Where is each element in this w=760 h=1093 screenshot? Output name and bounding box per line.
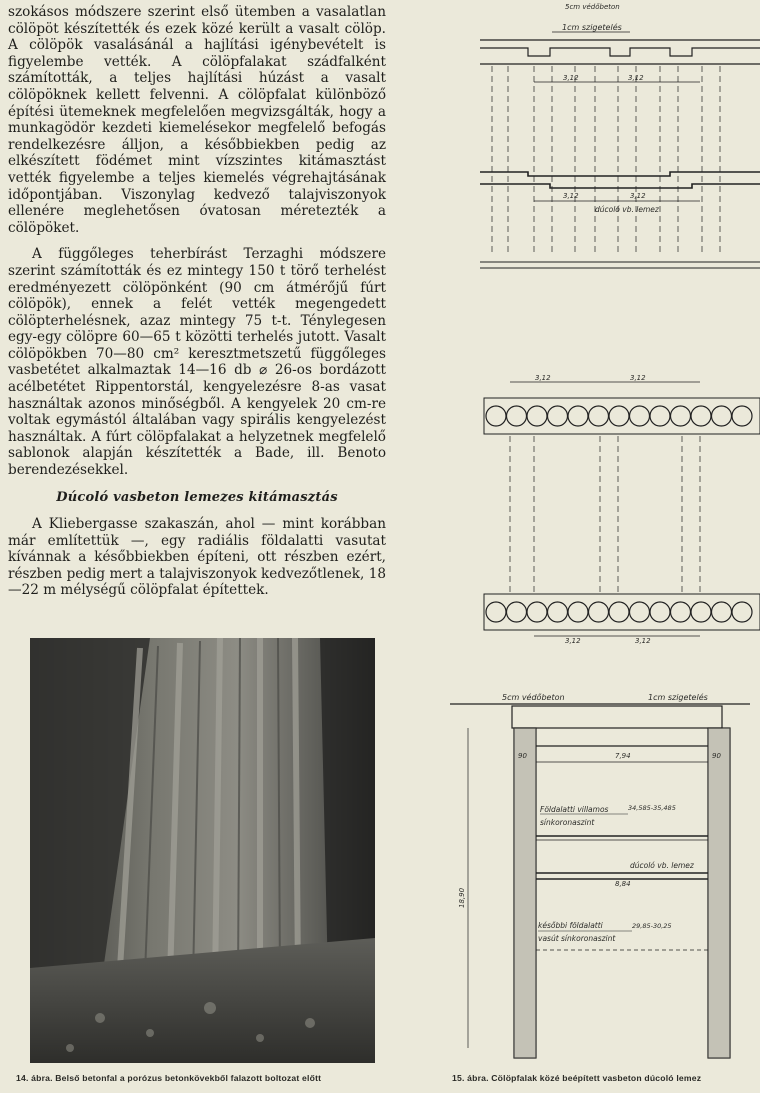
pile-circle (568, 406, 588, 426)
pile-circle (548, 602, 568, 622)
dim-top-a: 3,12 (535, 374, 551, 382)
pile-circle (507, 406, 527, 426)
dim-bottom-a: 3,12 (565, 637, 581, 645)
dim-d: 3,12 (630, 192, 646, 200)
slab-label: dúcoló vb. lemez (595, 205, 659, 214)
section-slab-label: dúcoló vb. lemez (630, 861, 694, 870)
article-column (8, 0, 386, 479)
metro-2-label: későbbi földalatti (538, 921, 603, 930)
pile-circle (712, 406, 732, 426)
pile-circle (609, 406, 629, 426)
pile-circle (630, 406, 650, 426)
level-2: 29,85-30,25 (632, 922, 672, 930)
dim-height: 18,90 (458, 887, 466, 908)
article-paragraph-1: szokásos módszere szerint első ütemben a vasalatlan cölöpöt készítették és ezek közé került a vasalt cölöp. A cölöpök vasalásánál a hajlítási igénybevételt is figyelembe vették. A cölöpfalakat szádfalként számították, a teljes hajlítási húzást a vasalt cölöpöknek kellett felvenni. A cölöpfalat különböző építési ütemeknek megfelelően megvizsgálták, hogy a munkagödör kezdeti kiemelésekor megfelelő befogás rendelkezésre álljon, a későbbiekben pedig az elkészített födémet mint vízszintes kitámasztást vették figyelembe a teljes kiemelés végrehajtásának időpontjában. Viszonylag kedvező talajviszonyok ellenére meglehetősen óvatosan méretezték a cölöpöket. (8, 4, 386, 236)
dim-a: 3,12 (563, 74, 579, 82)
pile-circle (589, 406, 609, 426)
figure-14-photo (30, 638, 375, 1063)
pile-circle (527, 602, 547, 622)
dim-span: 7,94 (615, 752, 631, 760)
metro-2-sublabel: vasút sínkoronaszint (538, 934, 616, 943)
pile-circle (630, 602, 650, 622)
pile-circle (486, 406, 506, 426)
insulation-label: 1cm szigetelés (562, 23, 622, 32)
metro-1-sublabel: sínkoronaszint (540, 818, 595, 827)
pile-circle (568, 602, 588, 622)
dim-top-b: 3,12 (630, 374, 646, 382)
article-paragraph-3: A Kliebergasse szakaszán, ahol — mint korábban már említettük —, egy radiális földalatti vasutat kívánnak a későbbiekben építeni, ott részben ezért, részben pedig mert a talajviszonyok kedvezőtlenek, 18—22 m mélységű cölöpfalat építettek. (8, 516, 386, 599)
protection-label: 5cm védőbeton (565, 3, 620, 11)
pile-circle (589, 602, 609, 622)
pile-circle (732, 602, 752, 622)
metro-1-label: Földalatti villamos (540, 805, 609, 814)
pile-circle (609, 602, 629, 622)
figure-14-caption: 14. ábra. Belső betonfal a porózus betonkövekből falazott boltozat előtt (16, 1073, 322, 1083)
figure-15-cross-section (450, 688, 750, 1068)
pile-circle (691, 602, 711, 622)
pile-circle (548, 406, 568, 426)
dim-bottom-b: 3,12 (635, 637, 651, 645)
dim-left-pile: 90 (518, 752, 527, 760)
figure-15-caption: 15. ábra. Cölöpfalak közé beépített vasbeton dúcoló lemez (452, 1073, 702, 1083)
pile-circle (650, 602, 670, 622)
pile-circle (691, 406, 711, 426)
level-1: 34,585-35,485 (628, 804, 676, 812)
dim-c: 3,12 (563, 192, 579, 200)
pile-circle (507, 602, 527, 622)
section-heading: Dúcoló vasbeton lemezes kitámasztás (56, 490, 338, 505)
section-insulation-label: 1cm szigetelés (648, 693, 708, 702)
pile-circle (671, 602, 691, 622)
pile-circle (650, 406, 670, 426)
dim-right-pile: 90 (712, 752, 721, 760)
pile-circle (671, 406, 691, 426)
pile-circle (732, 406, 752, 426)
pile-circle (527, 406, 547, 426)
figure-15-middle-plan (470, 360, 760, 650)
pile-circle (486, 602, 506, 622)
article-column-lower (8, 516, 386, 599)
pile-circle (712, 602, 732, 622)
figure-15-top-plan (470, 0, 760, 270)
dim-b: 3,12 (628, 74, 644, 82)
section-protection-label: 5cm védőbeton (502, 693, 565, 702)
dim-slab: 8,84 (615, 880, 631, 888)
article-paragraph-2: A függőleges teherbírást Terzaghi módszere szerint számították és ez mintegy 150 t törő terhelést eredményezett cölöpönként (90 cm átmérőjű fúrt cölöpök), ennek a felét vették megengedett cölöpterhelésnek, azaz mintegy 75 t-t. Ténylegesen egy-egy cölöpre 60—65 t közötti terhelés jutott. Vasalt cölöpökben 70—80 cm² keresztmetszetű függőleges vasbetétet alkalmaztak 14—16 db ⌀ 26-os bordázott acélbetétet Rippentorstál, kengyelezésre 8-as vasat használtak azonos minőségből. A kengyelek 20 cm-re voltak egymástól általában vagy spirális kengyelezést használtak. A fúrt cölöpfalakat a helyzetnek megfelelő sablonok alapján készítették a Bade, ill. Benoto berendezésekkel. (8, 246, 386, 479)
